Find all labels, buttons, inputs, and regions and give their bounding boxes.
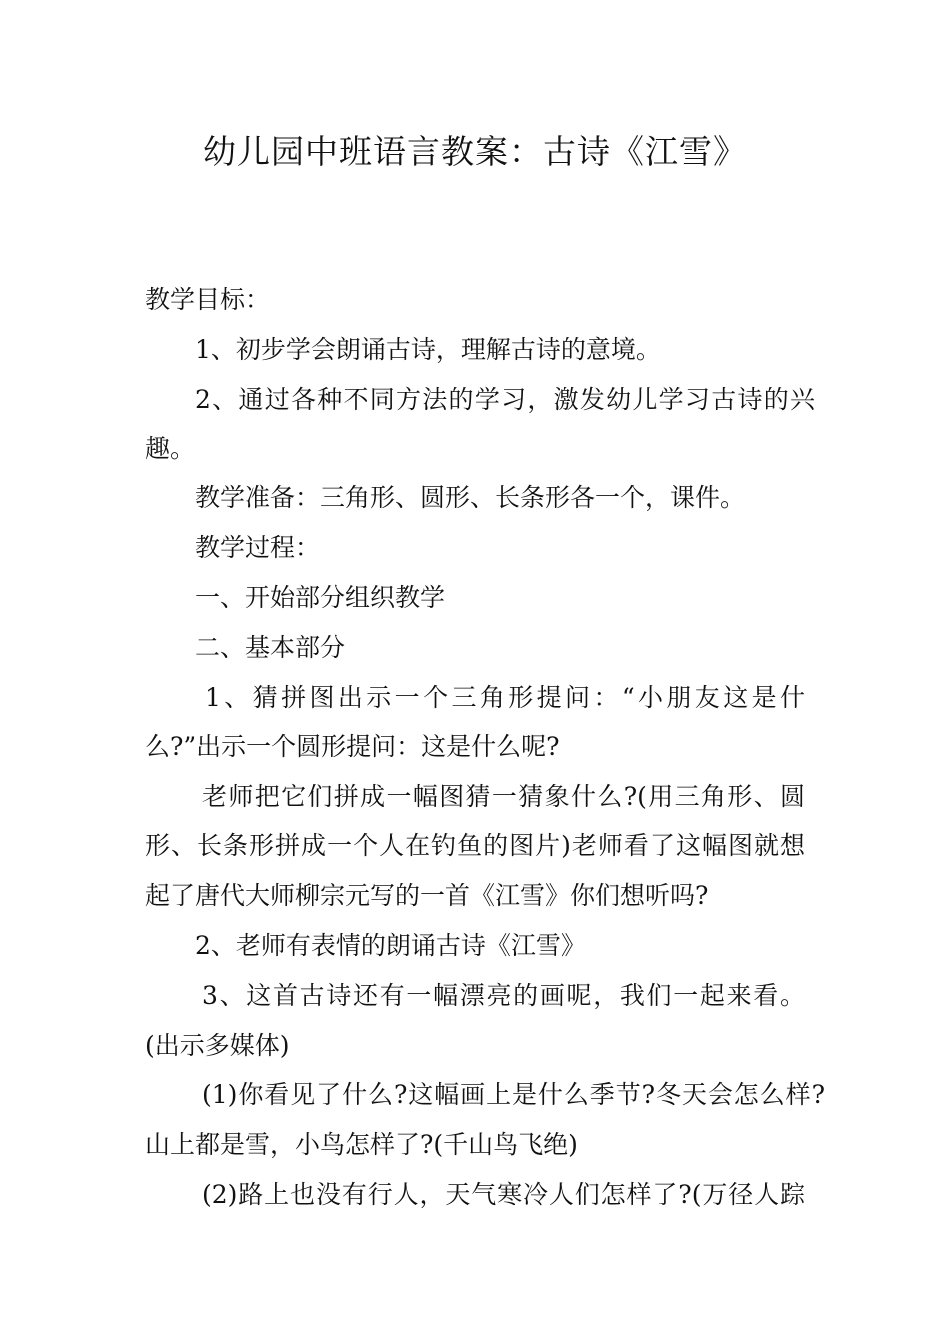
section-heading-process: 教学过程： [195, 533, 321, 562]
step-1-continued: 么?”出示一个圆形提问：这是什么呢? [145, 732, 560, 761]
preparation: 教学准备：三角形、圆形、长条形各一个，课件。 [195, 483, 746, 512]
step-2: 2、老师有表情的朗诵古诗《江雪》 [195, 931, 586, 960]
question-2: (2)路上也没有行人，天气寒冷人们怎样了?(万径人踪 [202, 1180, 805, 1209]
paragraph-teacher-line-2: 形、长条形拼成一个人在钓鱼的图片)老师看了这幅图就想 [145, 831, 805, 860]
step-1: 1、猜拼图出示一个三角形提问：“小朋友这是什 [205, 683, 805, 712]
objective-2-continued: 趣。 [145, 434, 196, 463]
step-3-continued: (出示多媒体) [145, 1031, 290, 1060]
step-3: 3、这首古诗还有一幅漂亮的画呢，我们一起来看。 [202, 981, 805, 1010]
objective-1: 1、初步学会朗诵古诗，理解古诗的意境。 [195, 335, 661, 364]
question-1: (1)你看见了什么?这幅画上是什么季节?冬天会怎么样? [202, 1080, 825, 1109]
paragraph-teacher: 老师把它们拼成一幅图猜一猜象什么?(用三角形、圆 [202, 782, 805, 811]
process-part-2: 二、基本部分 [195, 633, 346, 662]
process-part-1: 一、开始部分组织教学 [195, 583, 446, 612]
document-title: 幼儿园中班语言教案：古诗《江雪》 [203, 132, 747, 171]
paragraph-teacher-line-3: 起了唐代大师柳宗元写的一首《江雪》你们想听吗? [145, 881, 709, 910]
section-heading-objectives: 教学目标： [145, 285, 271, 314]
objective-2: 2、通过各种不同方法的学习，激发幼儿学习古诗的兴 [195, 385, 815, 414]
question-1-continued: 山上都是雪，小鸟怎样了?(千山鸟飞绝) [145, 1130, 578, 1159]
